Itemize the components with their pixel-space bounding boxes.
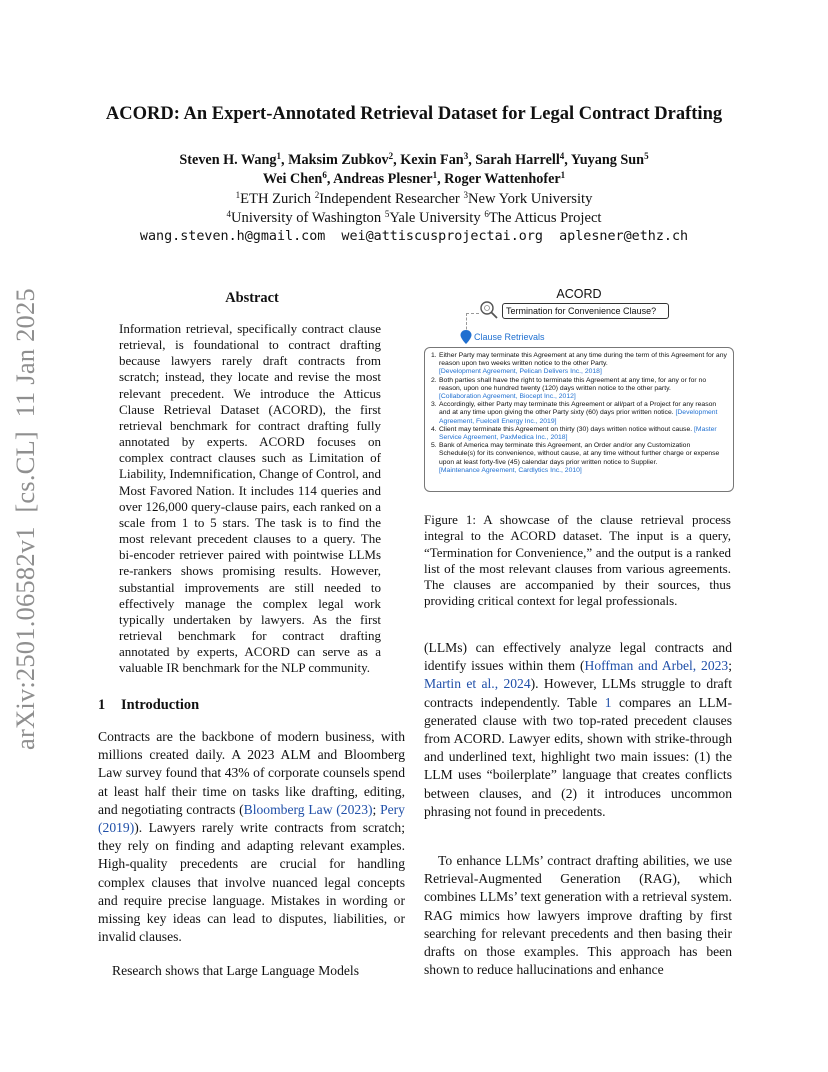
- author-line-2: [0, 170, 828, 189]
- clause-item: 3. Accordingly, either Party may terminate this Agreement or all/part of a Project for any reason and at any time upon giving the other Party sixty (60) days prior written notice. [Development Agreement, Fuelcell Energy Inc., 2019]: [431, 401, 718, 425]
- citation-link[interactable]: Pery (2019): [98, 801, 405, 836]
- arxiv-stamp: arXiv:2501.06582v1 [cs.CL] 11 Jan 2025: [10, 288, 40, 750]
- affiliation-line-1: $^1$ETH Zurich $^2$Independent Researcher $^3$New York University: [235, 190, 593, 207]
- right-paragraph-1: (LLMs) can effectively analyze legal contracts and identify issues within them (Hoffman and Arbel, 2023; Martin et al., 2024). However, LLMs struggle to draft contracts independently. Table 1 compares an LLM-generated clause with two top-rated precedent clauses from ACORD. Lawyer edits, shown with strike-through and underlined text, highlight two main issues: (1) the LLM uses “boilerplate” language that creates conflicts between clauses, and (2) it introduces uncommon phrasing not found in precedents.: [424, 640, 732, 819]
- author-list: [0, 151, 828, 189]
- author: Steven H. Wang$^1$,: [179, 151, 289, 168]
- clause-source: [Maintenance Agreement, Cardlytics Inc., 2010]: [439, 466, 582, 474]
- section-number: 1: [98, 697, 106, 713]
- abstract-heading: Abstract: [225, 290, 279, 306]
- right-paragraph-2: To enhance LLMs’ contract drafting abilities, we use Retrieval-Augmented Generation (RAG), which combines LLMs’ text generation with a retrieval system. RAG mimics how lawyers improve drafting by first searching for relevant precedents and then basing their drafts on those examples. This approach has been shown to reduce hallucinations and enhance: [424, 853, 732, 978]
- author: Andreas Plesner$^1$,: [333, 170, 445, 187]
- clause-source: [Collaboration Agreement, Biocept Inc., 2012]: [439, 393, 576, 401]
- clause-item: 5. Bank of America may terminate this Agreement, an Order and/or any Customization Schedule(s) for its convenience, without cause, at any time without further charge or expense upon at least forty-five (45) calendar days prior written notice to Supplier. [Maintenance Agreement, Cardlytics Inc., 2010]: [431, 442, 720, 474]
- section-heading-introduction: 1 Introduction: [98, 697, 200, 713]
- clause-item: 2. Both parties shall have the right to terminate this Agreement at any time, for any or for no reason, upon one hundred twenty (120) days written notice to the other party. [Collaboration Agreement, Biocept Inc., 2012]: [431, 376, 707, 401]
- citation-link[interactable]: Hoffman and Arbel, 2023: [584, 658, 729, 674]
- author: Maksim Zubkov$^2$,: [288, 151, 401, 168]
- table-reference-link[interactable]: 1: [604, 694, 612, 710]
- abstract-text: Information retrieval, specifically contract clause retrieval, is foundational to contract drafting because lawyers rarely draft contracts from scratch; instead, they locate and revise the most relevant precedent. We introduce the Atticus Clause Retrieval Dataset (ACORD), the first retrieval benchmark for contract drafting fully annotated by experts. ACORD focuses on complex contract clauses such as Limitation of Liability, Indemnification, Change of Control, and Most Favored Nation. It includes 114 queries and over 126,000 query-clause pairs, each ranked on a scale from 1 to 5 stars. The task is to find the most relevant precedent clauses to a query. The bi-encoder retriever paired with pointwise LLMs re-rankers shows promising results. However, substantial improvements are still needed to effectively manage the complex legal work typically undertaken by lawyers. As the first retrieval benchmark for contract drafting annotated by experts, ACORD can serve as a valuable IR benchmark for the NLP community.: [119, 321, 381, 676]
- affiliation-line-2: $^4$University of Washington $^5$Yale University $^6$The Atticus Project: [226, 209, 602, 226]
- clause-item: 1. Either Party may terminate this Agreement at any time during the term of this Agreement for any reason upon two weeks written notice to the other Party. [Development Agreement, Pelican Delivers Inc., 2018]: [431, 352, 727, 376]
- clause-results-box: [424, 347, 734, 492]
- query-input: Termination for Convenience Clause?: [502, 303, 669, 319]
- intro-paragraph-2: Research shows that Large Language Models: [112, 963, 360, 978]
- author-emails: wang.steven.h@gmail.com wei@attiscusprojectai.org aplesner@ethz.ch: [139, 229, 689, 244]
- affiliations: [0, 190, 828, 228]
- author: Roger Wattenhofer$^1$: [444, 170, 566, 187]
- citation-link[interactable]: Martin et al., 2024: [424, 676, 531, 692]
- location-pin-icon: [460, 330, 472, 344]
- clause-retrievals-label: Clause Retrievals: [474, 332, 545, 342]
- author: Kexin Fan$^3$,: [400, 151, 476, 168]
- search-icon: [478, 299, 500, 321]
- author: Yuyang Sun$^5$: [570, 151, 649, 168]
- author: Wei Chen$^6$,: [262, 170, 334, 187]
- clause-source: [Master Service Agreement, PaxMedica Inc., 2018]: [439, 425, 717, 442]
- clause-item: 4. Client may terminate this Agreement on thirty (30) days written notice without cause. [Master Service Agreement, PaxMedica Inc., 2018]: [431, 425, 717, 442]
- intro-paragraph-1: Contracts are the backbone of modern business, with millions created daily. A 2023 ALM and Bloomberg Law survey found that 43% of corporate counsels spend at least half their time on tasks like drafting, editing, and negotiating contracts (Bloomberg Law (2023); Pery (2019)). Lawyers rarely write contracts from scratch; they rely on finding and adapting relevant examples. High-quality precedents are crucial for handling complex clauses that involve nuanced legal concepts and require precise language. Mistakes in wording or missing key ideas can lead to disputes, liabilities, or invalid clauses.: [98, 729, 405, 945]
- author: Sarah Harrell$^4$,: [475, 151, 571, 168]
- figure-caption: Figure 1: A showcase of the clause retrieval process integral to the ACORD dataset. The input is a query, “Termination for Convenience,” and the output is a ranked list of the most relevant clauses from various agreements. The clauses are accompanied by their sources, thus providing critical context for legal professionals.: [424, 512, 731, 609]
- clause-source: [Development Agreement, Fuelcell Energy Inc., 2019]: [439, 409, 718, 425]
- figure-title: ACORD: [556, 287, 602, 301]
- clause-source: [Development Agreement, Pelican Delivers Inc., 2018]: [439, 368, 602, 376]
- paper-title: ACORD: An Expert-Annotated Retrieval Dataset for Legal Contract Drafting: [105, 104, 723, 124]
- author-line-1: [0, 151, 828, 170]
- citation-link[interactable]: Bloomberg Law (2023): [243, 801, 373, 817]
